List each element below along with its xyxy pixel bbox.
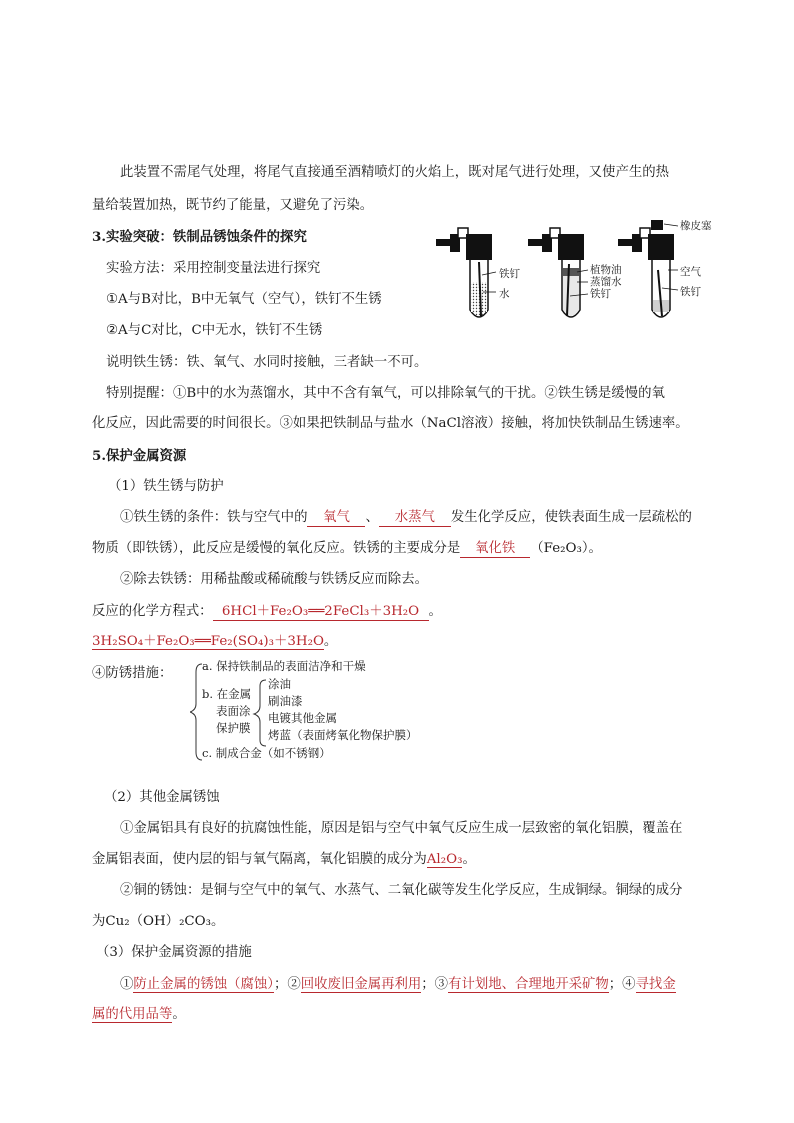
aluminum-line: ①金属铝具有良好的抗腐蚀性能，原因是铝与空气中氧气反应生成一层致密的氧化铝膜，覆盖在	[120, 821, 683, 836]
tube-c	[618, 220, 678, 317]
equation-h2so4: 3H₂SO₄＋Fe₂O₃══Fe₂(SO₄)₃＋3H₂O	[92, 634, 324, 649]
label-b-nail: 铁钉	[590, 288, 611, 300]
aluminum-line: 金属铝表面，使内层的铝与氧气隔离，氧化铝膜的成分为Al₂O₃。	[92, 852, 476, 867]
section-title: 5.保护金属资源	[92, 448, 187, 464]
prevent-b3: 保护膜	[216, 721, 251, 735]
rust-condition-line: ①铁生锈的条件：铁与空气中的 氧气 、 水蒸气 发生化学反应，使铁表面生成一层疏松的	[120, 510, 692, 525]
answer-al2o3: Al₂O₃	[426, 852, 463, 867]
method-line: 实验方法：采用控制变量法进行探究	[106, 261, 321, 276]
equation-hcl: 6HCl＋Fe₂O₃══2FeCl₃＋3H₂O	[213, 604, 429, 621]
measures-line: ①防止金属的锈蚀（腐蚀）；②回收废旧金属再利用；③有计划地、合理地开采矿物；④寻找金	[120, 977, 676, 992]
subsection-title: （3）保护金属资源的措施	[96, 945, 252, 960]
answer-recycle: 回收废旧金属再利用	[300, 977, 422, 992]
answer-iron-oxide: 氧化铁	[460, 541, 530, 558]
remind-line: 化反应，因此需要的时间很长。③如果把铁制品与盐水（NaCl溶液）接触，将加快铁制品生锈速率。	[92, 416, 689, 431]
conclusion-line: 说明铁生锈：铁、氧气、水同时接触，三者缺一不可。	[106, 355, 428, 370]
subsection-title: （2）其他金属锈蚀	[104, 790, 220, 805]
comparison-item: ①A与B对比，B中无氧气（空气），铁钉不生锈	[106, 292, 382, 307]
answer-substitute-cont: 属的代用品等	[92, 1007, 173, 1022]
paragraph-line: 量给装置加热，既节约了能量，又避免了污染。	[92, 198, 374, 213]
label-c-stopper: 橡皮塞	[680, 220, 712, 232]
tube-b	[528, 228, 588, 317]
answer-oxygen: 氧气	[307, 510, 365, 527]
answer-prevent-corrosion: 防止金属的锈蚀（腐蚀）	[133, 977, 274, 992]
equation-line: 反应的化学方程式： 6HCl＋Fe₂O₃══2FeCl₃＋3H₂O 。	[92, 604, 442, 619]
copper-line: ②铜的锈蚀：是铜与空气中的氧气、水蒸气、二氧化碳等发生化学反应，生成铜绿。铜绿的成分	[120, 883, 683, 898]
prevent-option: 涂油	[268, 677, 291, 691]
equation-line: 3H₂SO₄＋Fe₂O₃══Fe₂(SO₄)₃＋3H₂O。	[92, 634, 338, 649]
comparison-item: ②A与C对比，C中无水，铁钉不生锈	[106, 323, 323, 338]
label-a-nail: 铁钉	[499, 268, 520, 280]
section-title: 3.实验突破：铁制品锈蚀条件的探究	[92, 229, 307, 245]
prevent-option: 烤蓝（表面烤氧化物保护膜）	[268, 728, 418, 742]
answer-substitute: 寻找金	[635, 977, 676, 992]
label-b-oil: 植物油	[590, 264, 622, 276]
label-b-water: 蒸馏水	[590, 276, 622, 288]
answer-mining: 有计划地、合理地开采矿物	[448, 977, 609, 992]
remind-line: 特别提醒：①B中的水为蒸馏水，其中不含有氧气，可以排除氧气的干扰。②铁生锈是缓慢的氧	[106, 386, 665, 401]
rust-experiment-figure	[436, 220, 726, 334]
prevent-option: 刷油漆	[268, 694, 303, 708]
label-c-air: 空气	[680, 266, 701, 278]
prevent-c: c. 制成合金（如不锈钢）	[202, 746, 331, 760]
copper-line: 为Cu₂（OH）₂CO₃。	[92, 914, 225, 929]
rust-condition-line: 物质（即铁锈），此反应是缓慢的氧化反应。铁锈的主要成分是 氧化铁 （Fe₂O₃）。	[92, 541, 602, 556]
prevent-label: ④防锈措施：	[92, 666, 173, 681]
paragraph-line: 此装置不需尾气处理，将尾气直接通至酒精喷灯的火焰上，既对尾气进行处理，又使产生的热	[120, 165, 670, 180]
measures-line: 属的代用品等。	[92, 1007, 186, 1022]
tube-a	[436, 228, 496, 317]
subsection-title: （1）铁生锈与防护	[108, 479, 224, 494]
prevent-b1: b. 在金属	[202, 687, 252, 701]
remove-rust-line: ②除去铁锈：用稀盐酸或稀硫酸与铁锈反应而除去。	[120, 572, 428, 587]
prevent-b2: 表面涂	[216, 704, 251, 718]
label-c-nail: 铁钉	[680, 286, 701, 298]
answer-water-vapor: 水蒸气	[379, 510, 451, 527]
prevent-option: 电镀其他金属	[268, 711, 337, 725]
label-a-water: 水	[499, 288, 510, 300]
prevent-a: a. 保持铁制品的表面洁净和干燥	[202, 659, 366, 673]
